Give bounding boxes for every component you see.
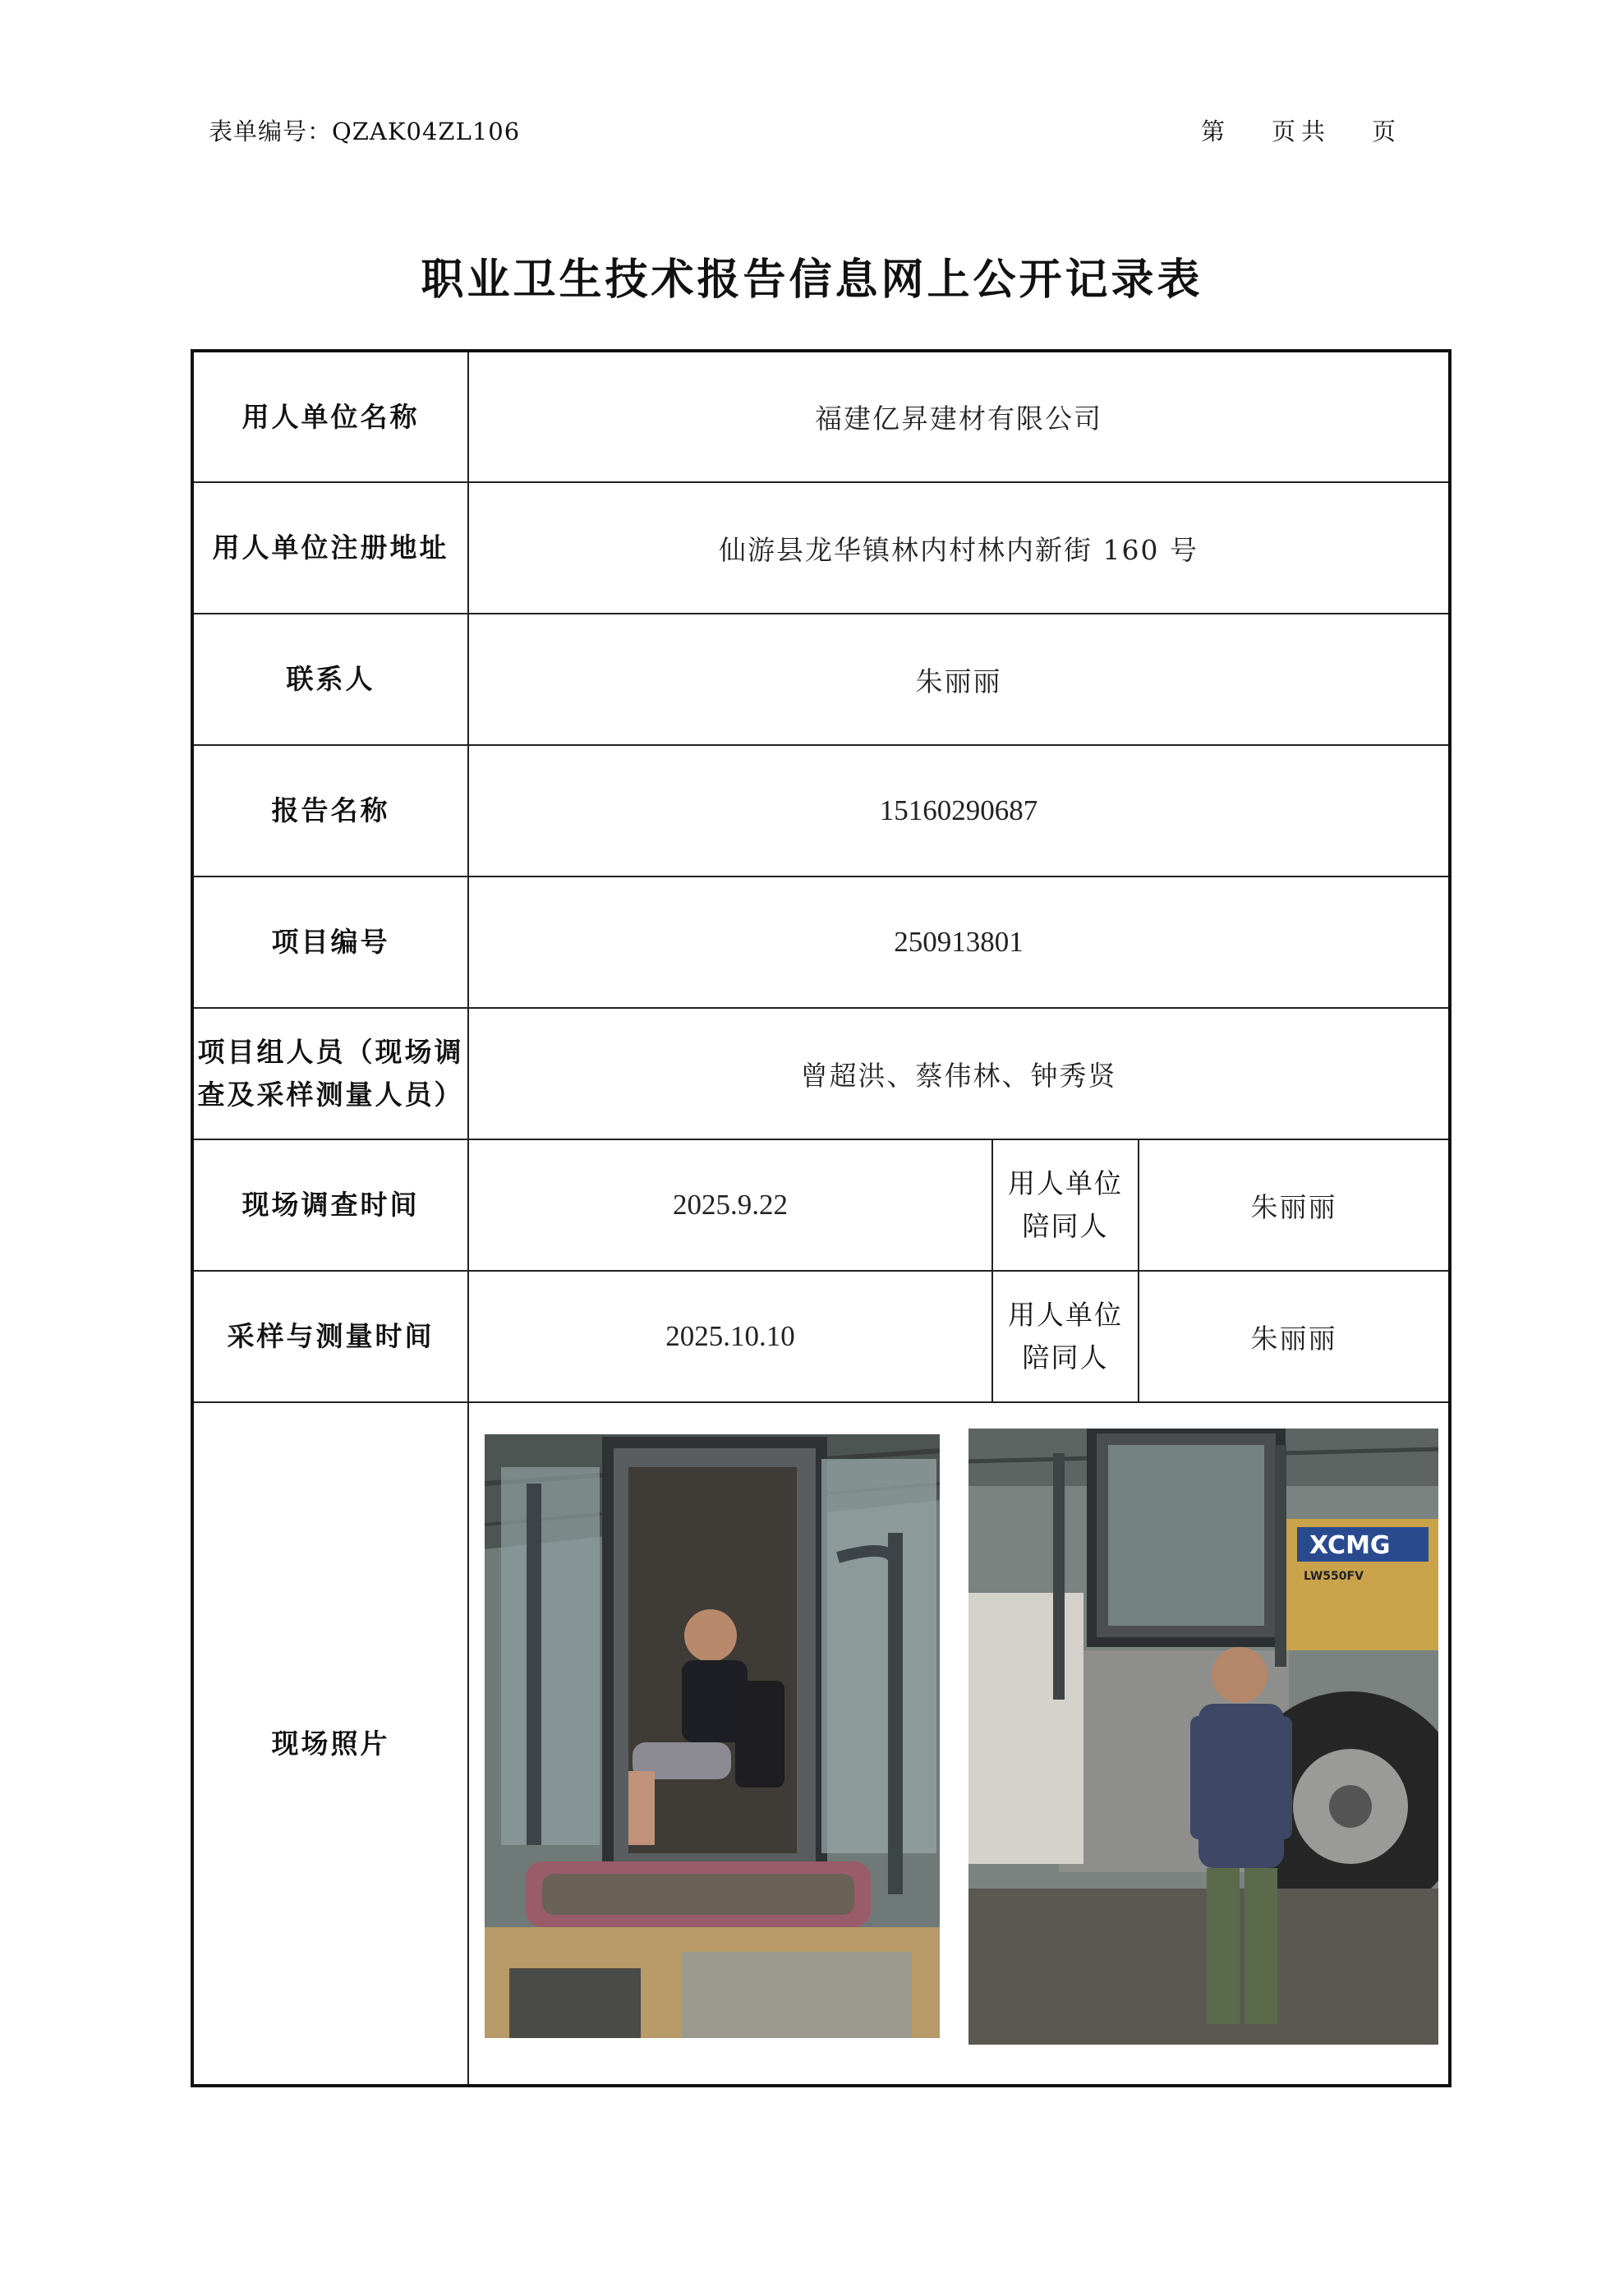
table-row xyxy=(192,877,1450,1008)
form-number: 表单编号：QZAK04ZL106 xyxy=(209,117,521,145)
table-row xyxy=(192,745,1450,877)
employer-address-value: 仙游县龙华镇林内村林内新街 160 号 xyxy=(468,482,1450,614)
survey-companion-label xyxy=(992,1139,1139,1271)
project-number-label: 项目编号 xyxy=(192,877,468,1008)
project-number-value: 250913801 xyxy=(468,877,1450,1008)
sampling-companion-label-line1: 用人单位 xyxy=(1008,1299,1123,1331)
project-team-label-line2: 查及采样测量人员） xyxy=(197,1079,464,1111)
page-label-ye: 页 xyxy=(1272,117,1297,145)
table-row xyxy=(192,1008,1450,1139)
survey-companion-label-line2: 陪同人 xyxy=(1022,1210,1109,1242)
page-counter xyxy=(1201,113,1396,147)
loader-model-text: LW550FV xyxy=(1304,1570,1364,1583)
report-name-value: 15160290687 xyxy=(468,745,1450,877)
table-row xyxy=(192,351,1450,482)
xcmg-brand-text: XCMG xyxy=(1309,1531,1391,1560)
employer-name-value: 福建亿昇建材有限公司 xyxy=(468,351,1450,482)
survey-companion-label-line1: 用人单位 xyxy=(1008,1167,1123,1199)
survey-time-value: 2025.9.22 xyxy=(468,1139,992,1271)
page-label-di: 第 xyxy=(1201,117,1226,145)
site-photos-cell xyxy=(468,1402,1450,2086)
project-team-label xyxy=(192,1008,468,1139)
site-photos-label: 现场照片 xyxy=(192,1402,468,2086)
page-title: 职业卫生技术报告信息网上公开记录表 xyxy=(421,255,1203,305)
table-row xyxy=(192,1139,1450,1271)
table-row xyxy=(192,1402,1450,2086)
table-row xyxy=(192,614,1450,745)
sampling-companion-value: 朱丽丽 xyxy=(1139,1271,1450,1402)
table-row xyxy=(192,482,1450,614)
sampling-time-label: 采样与测量时间 xyxy=(192,1271,468,1402)
survey-time-label: 现场调查时间 xyxy=(192,1139,468,1271)
loader-cab-operator-photo xyxy=(485,1434,940,2038)
contact-label: 联系人 xyxy=(192,614,468,745)
survey-companion-value: 朱丽丽 xyxy=(1139,1139,1450,1271)
sampling-companion-label-line2: 陪同人 xyxy=(1022,1341,1109,1373)
employer-address-label: 用人单位注册地址 xyxy=(192,482,468,614)
page-label-gong: 共 xyxy=(1301,117,1327,145)
contact-value: 朱丽丽 xyxy=(468,614,1450,745)
table-row xyxy=(192,1271,1450,1402)
employer-name-label: 用人单位名称 xyxy=(192,351,468,482)
record-table xyxy=(191,349,1451,2087)
sampling-time-value: 2025.10.10 xyxy=(468,1271,992,1402)
site-photos-container xyxy=(469,1403,1448,2084)
project-team-label-line1: 项目组人员（现场调 xyxy=(197,1036,464,1068)
loader-worker-standing-photo xyxy=(968,1429,1438,2045)
report-name-label: 报告名称 xyxy=(192,745,468,877)
project-team-value: 曾超洪、蔡伟林、钟秀贤 xyxy=(468,1008,1450,1139)
sampling-companion-label xyxy=(992,1271,1139,1402)
page-label-ye2: 页 xyxy=(1372,117,1397,145)
